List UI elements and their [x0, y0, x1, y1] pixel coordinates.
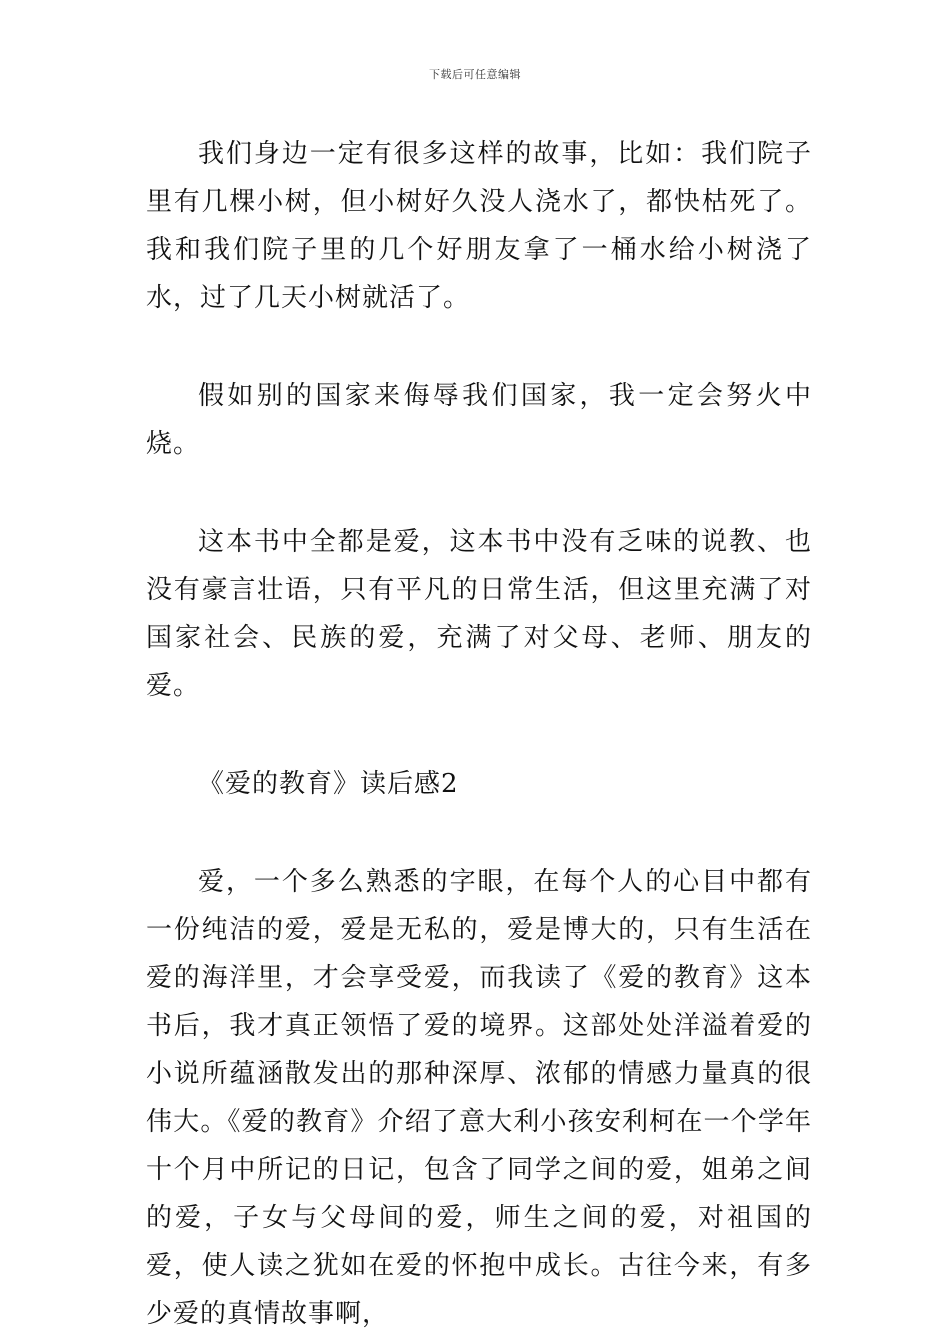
- paragraph-gap: [146, 322, 812, 372]
- paragraph-gap: [146, 808, 812, 858]
- section-title: 《爱的教育》读后感2: [198, 769, 459, 799]
- page-header: 下载后可任意编辑: [429, 68, 521, 81]
- paragraph-essay-body: 爱，一个多么熟悉的字眼，在每个人的心目中都有一份纯洁的爱，爱是无私的，爱是博大的，只有生活在爱的海洋里，才会享受爱，而我读了《爱的教育》这本书后，我才真正领悟了爱的境界。这部处处洋溢着爱的小说所蕴涵散发出的那种深厚、浓郁的情感力量真的很伟大。《爱的教育》介绍了意大利小孩安利柯在一个学年十个月中所记的日记，包含了同学之间的爱，姐弟之间的爱，子女与父母间的爱，师生之间的爱，对祖国的爱，使人读之犹如在爱的怀抱中成长。古往今来，有多少爱的真情故事啊，: [146, 867, 812, 1329]
- document-body: [146, 130, 812, 1338]
- paragraph-gap: [146, 468, 812, 518]
- paragraph-gap: [146, 710, 812, 760]
- paragraph-book-love: 这本书中全都是爱，这本书中没有乏味的说教、也没有豪言壮语，只有平凡的日常生活，但这里充满了对国家社会、民族的爱，充满了对父母、老师、朋友的爱。: [146, 527, 812, 701]
- paragraph-country: 假如别的国家来侮辱我们国家，我一定会努火中烧。: [146, 381, 812, 459]
- paragraph-story: 我们身边一定有很多这样的故事，比如：我们院子里有几棵小树，但小树好久没人浇水了，都快枯死了。我和我们院子里的几个好朋友拿了一桶水给小树浇了水，过了几天小树就活了。: [146, 139, 812, 313]
